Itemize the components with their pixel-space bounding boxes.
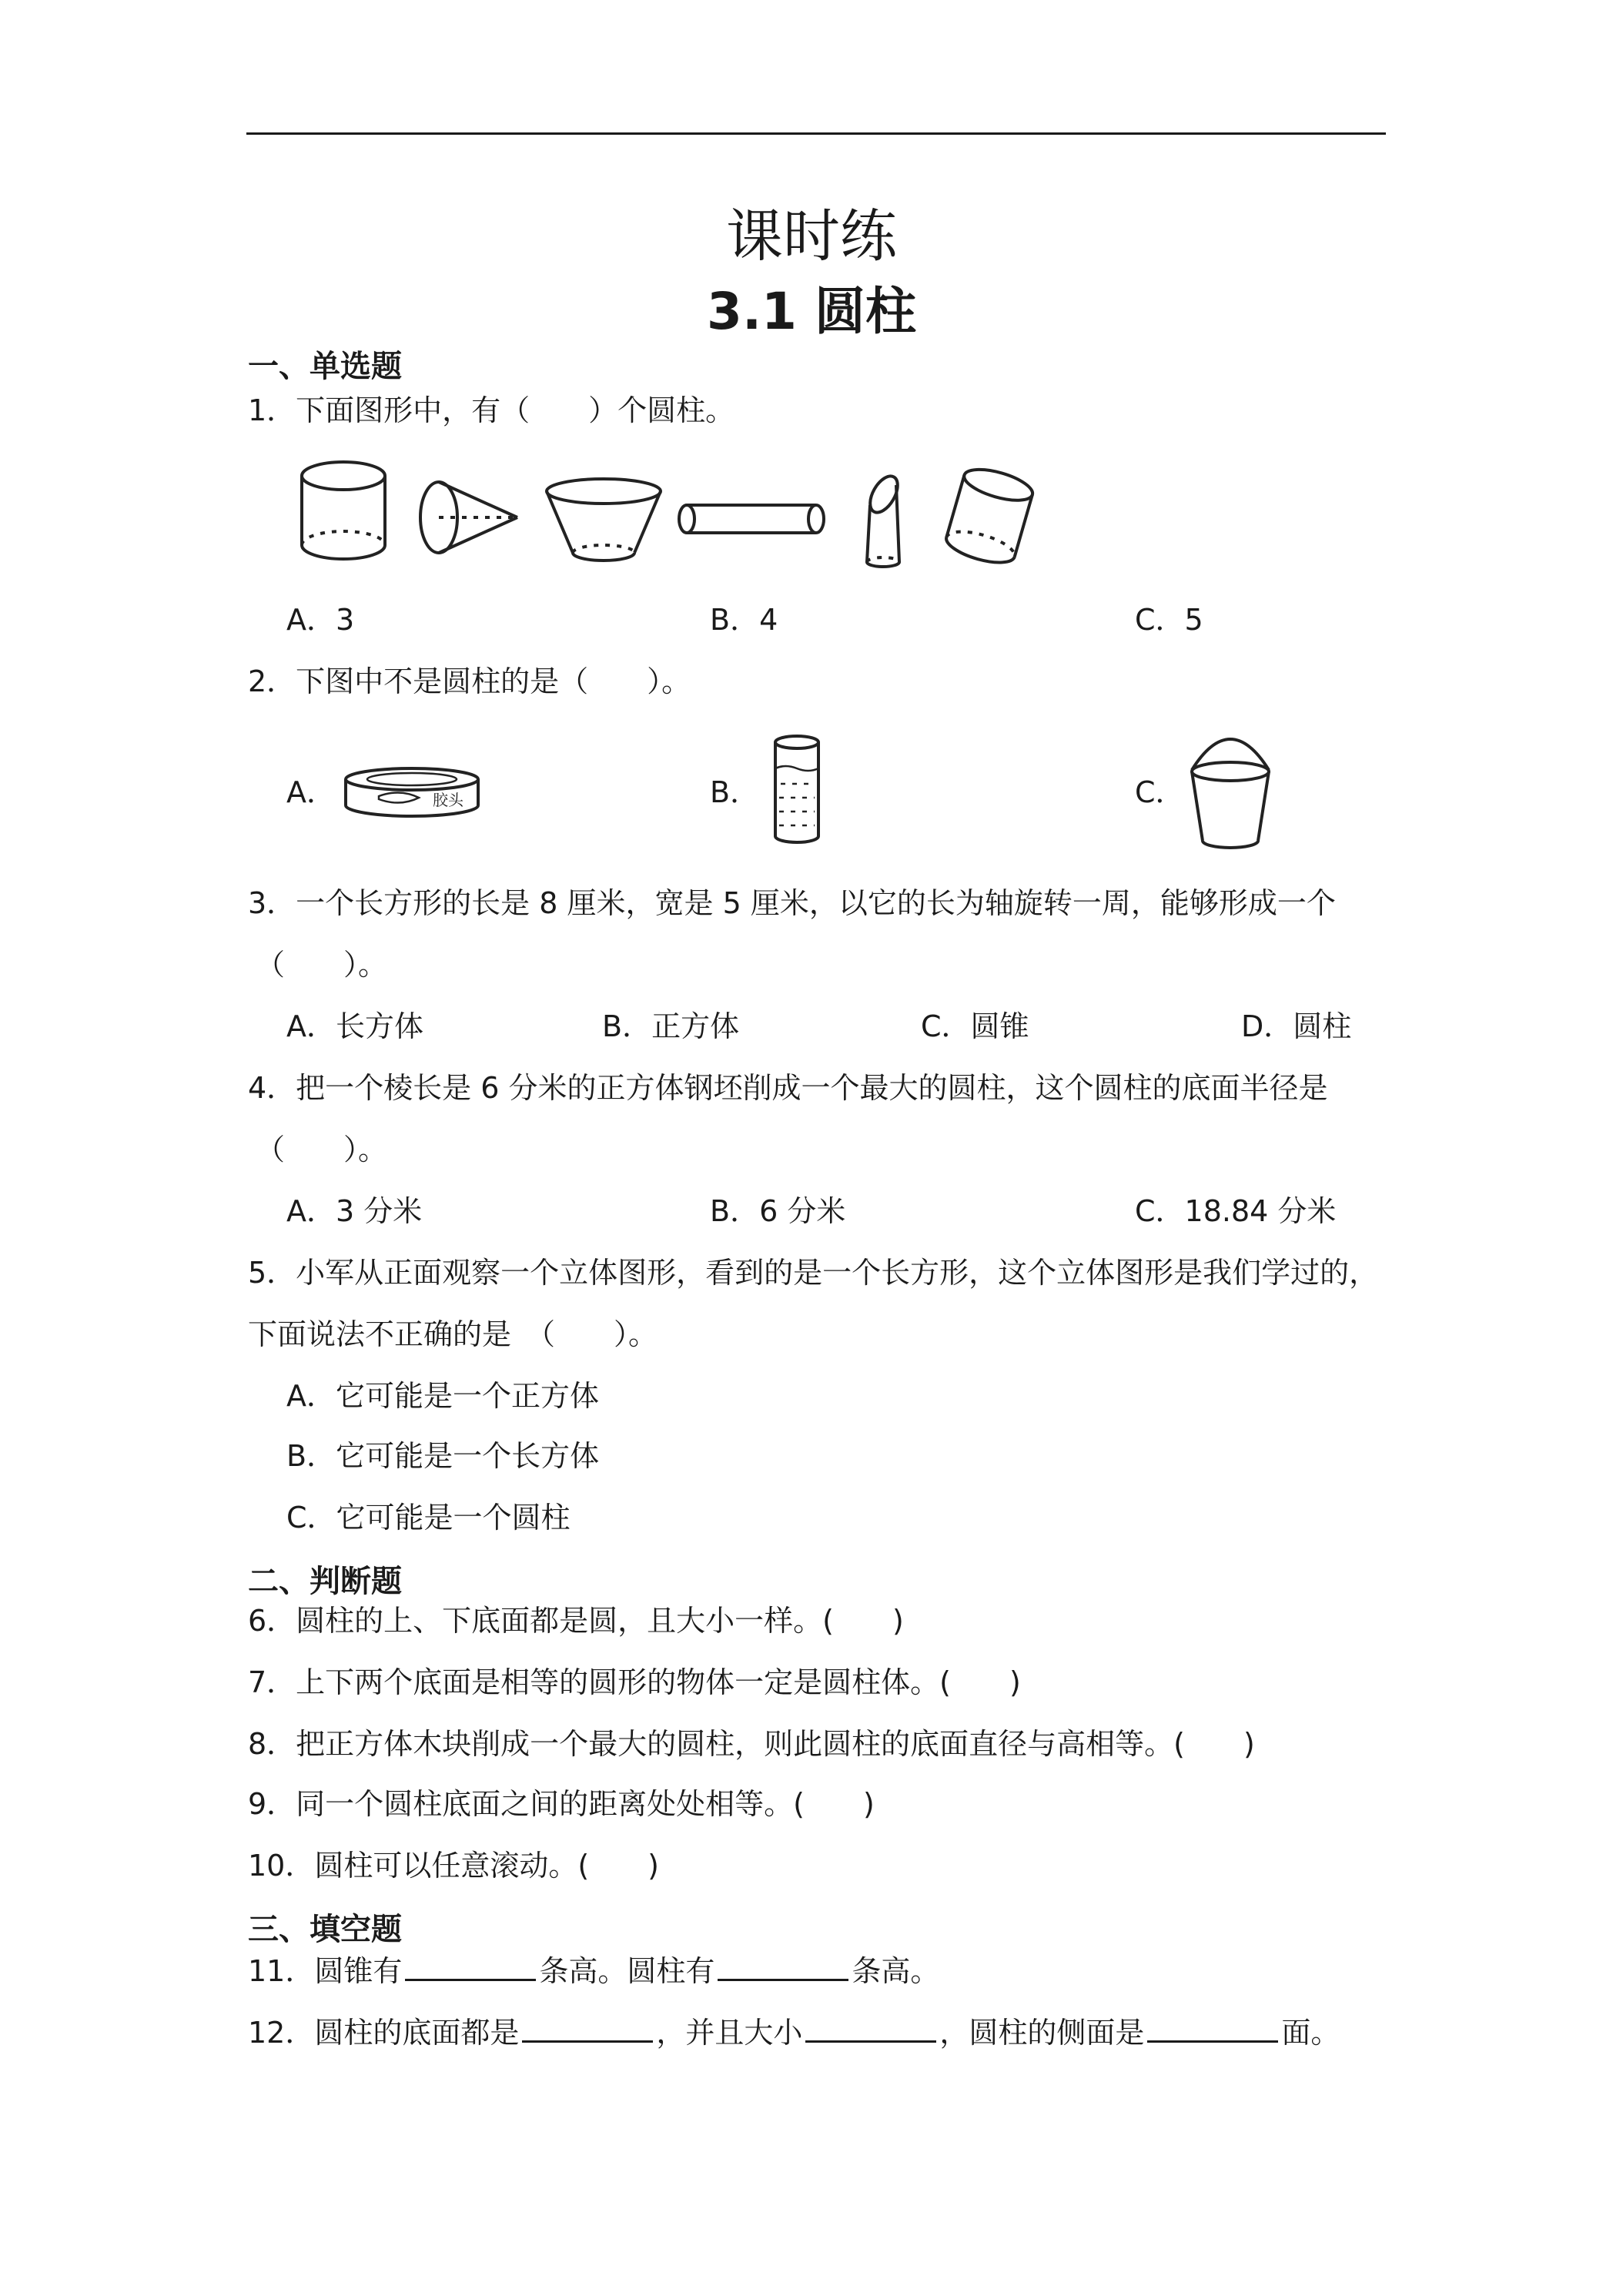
question-5-line-1: 5．小军从正面观察一个立体图形，看到的是一个长方形，这个立体图形是我们学过的， — [248, 1256, 1379, 1290]
q4-option-b[interactable]: B．6 分米 — [710, 1194, 846, 1228]
q12-part-3: ，圆柱的侧面是 — [939, 2016, 1145, 2050]
q2-option-c[interactable]: C． — [1135, 775, 1185, 809]
section-heading-fill-in: 三、填空题 — [248, 1912, 402, 1947]
q11-blank-1[interactable] — [405, 1951, 536, 1981]
q12-part-4: 面。 — [1281, 2016, 1340, 2050]
slanted-cut-cylinder-icon — [858, 471, 912, 571]
section-heading-single-choice: 一、单选题 — [248, 349, 402, 384]
q12-blank-3[interactable] — [1147, 2013, 1278, 2043]
question-9: 9．同一个圆柱底面之间的距离处处相等。( ) — [248, 1787, 875, 1821]
q12-blank-1[interactable] — [522, 2013, 653, 2043]
q3-option-d[interactable]: D．圆柱 — [1241, 1009, 1352, 1043]
rod-cylinder-icon — [676, 500, 830, 539]
question-8: 8．把正方体木块削成一个最大的圆柱，则此圆柱的底面直径与高相等。( ) — [248, 1727, 1255, 1761]
cone-icon — [416, 477, 524, 562]
question-12 — [248, 2013, 1340, 2052]
q11-part-3: 条高。 — [852, 1954, 940, 1988]
question-2: 2．下图中不是圆柱的是（ ）。 — [248, 664, 691, 698]
tilted-cylinder-icon — [935, 465, 1042, 573]
question-3-line-1: 3．一个长方形的长是 8 厘米，宽是 5 厘米，以它的长为轴旋转一周，能够形成一个 — [248, 886, 1336, 920]
q5-option-a[interactable]: A．它可能是一个正方体 — [286, 1379, 599, 1413]
q11-part-2: 条高。圆柱有 — [539, 1954, 715, 1988]
frustum-bowl-icon — [542, 476, 665, 568]
q11-blank-2[interactable] — [718, 1951, 848, 1981]
question-1: 1．下面图形中，有（ ）个圆柱。 — [248, 393, 735, 427]
question-10: 10．圆柱可以任意滚动。( ) — [248, 1849, 660, 1883]
q12-part-1: 12．圆柱的底面都是 — [248, 2016, 520, 2050]
question-4-line-2: （ ）。 — [256, 1133, 388, 1166]
q3-option-a[interactable]: A．长方体 — [286, 1009, 423, 1043]
water-glass-icon — [770, 733, 824, 848]
q2-option-a[interactable]: A． — [286, 775, 336, 809]
q1-option-c[interactable]: C．5 — [1135, 603, 1203, 637]
q1-option-b[interactable]: B．4 — [710, 603, 778, 637]
q5-option-c[interactable]: C．它可能是一个圆柱 — [286, 1501, 571, 1535]
question-7: 7．上下两个底面是相等的圆形的物体一定是圆柱体。( ) — [248, 1665, 1021, 1699]
q4-option-c[interactable]: C．18.84 分米 — [1135, 1194, 1337, 1228]
q1-option-a[interactable]: A．3 — [286, 603, 355, 637]
section-heading-true-false: 二、判断题 — [248, 1564, 402, 1599]
question-5-line-2: 下面说法不正确的是 （ ）。 — [248, 1317, 658, 1351]
q2-option-b[interactable]: B． — [710, 775, 760, 809]
q3-option-c[interactable]: C．圆锥 — [921, 1009, 1029, 1043]
question-11 — [248, 1951, 939, 1990]
page-subtitle: 3.1 圆柱 — [707, 282, 916, 341]
q3-option-b[interactable]: B．正方体 — [602, 1009, 740, 1043]
header-rule — [246, 132, 1386, 135]
tape-roll-icon — [339, 762, 485, 824]
q4-option-a[interactable]: A．3 分米 — [286, 1194, 423, 1228]
bucket-icon — [1184, 724, 1277, 855]
tape-label: 胶头 — [433, 791, 463, 809]
page-title: 课时练 — [726, 203, 897, 269]
q12-part-2: ，并且大小 — [656, 2016, 803, 2050]
q5-option-b[interactable]: B．它可能是一个长方体 — [286, 1439, 600, 1473]
q12-blank-2[interactable] — [805, 2013, 936, 2043]
cylinder-icon — [297, 459, 390, 567]
question-4-line-1: 4．把一个棱长是 6 分米的正方体钢坯削成一个最大的圆柱，这个圆柱的底面半径是 — [248, 1071, 1328, 1105]
question-3-line-2: （ ）。 — [256, 948, 388, 982]
question-6: 6．圆柱的上、下底面都是圆，且大小一样。( ) — [248, 1604, 904, 1638]
q11-part-1: 11．圆锥有 — [248, 1954, 403, 1988]
